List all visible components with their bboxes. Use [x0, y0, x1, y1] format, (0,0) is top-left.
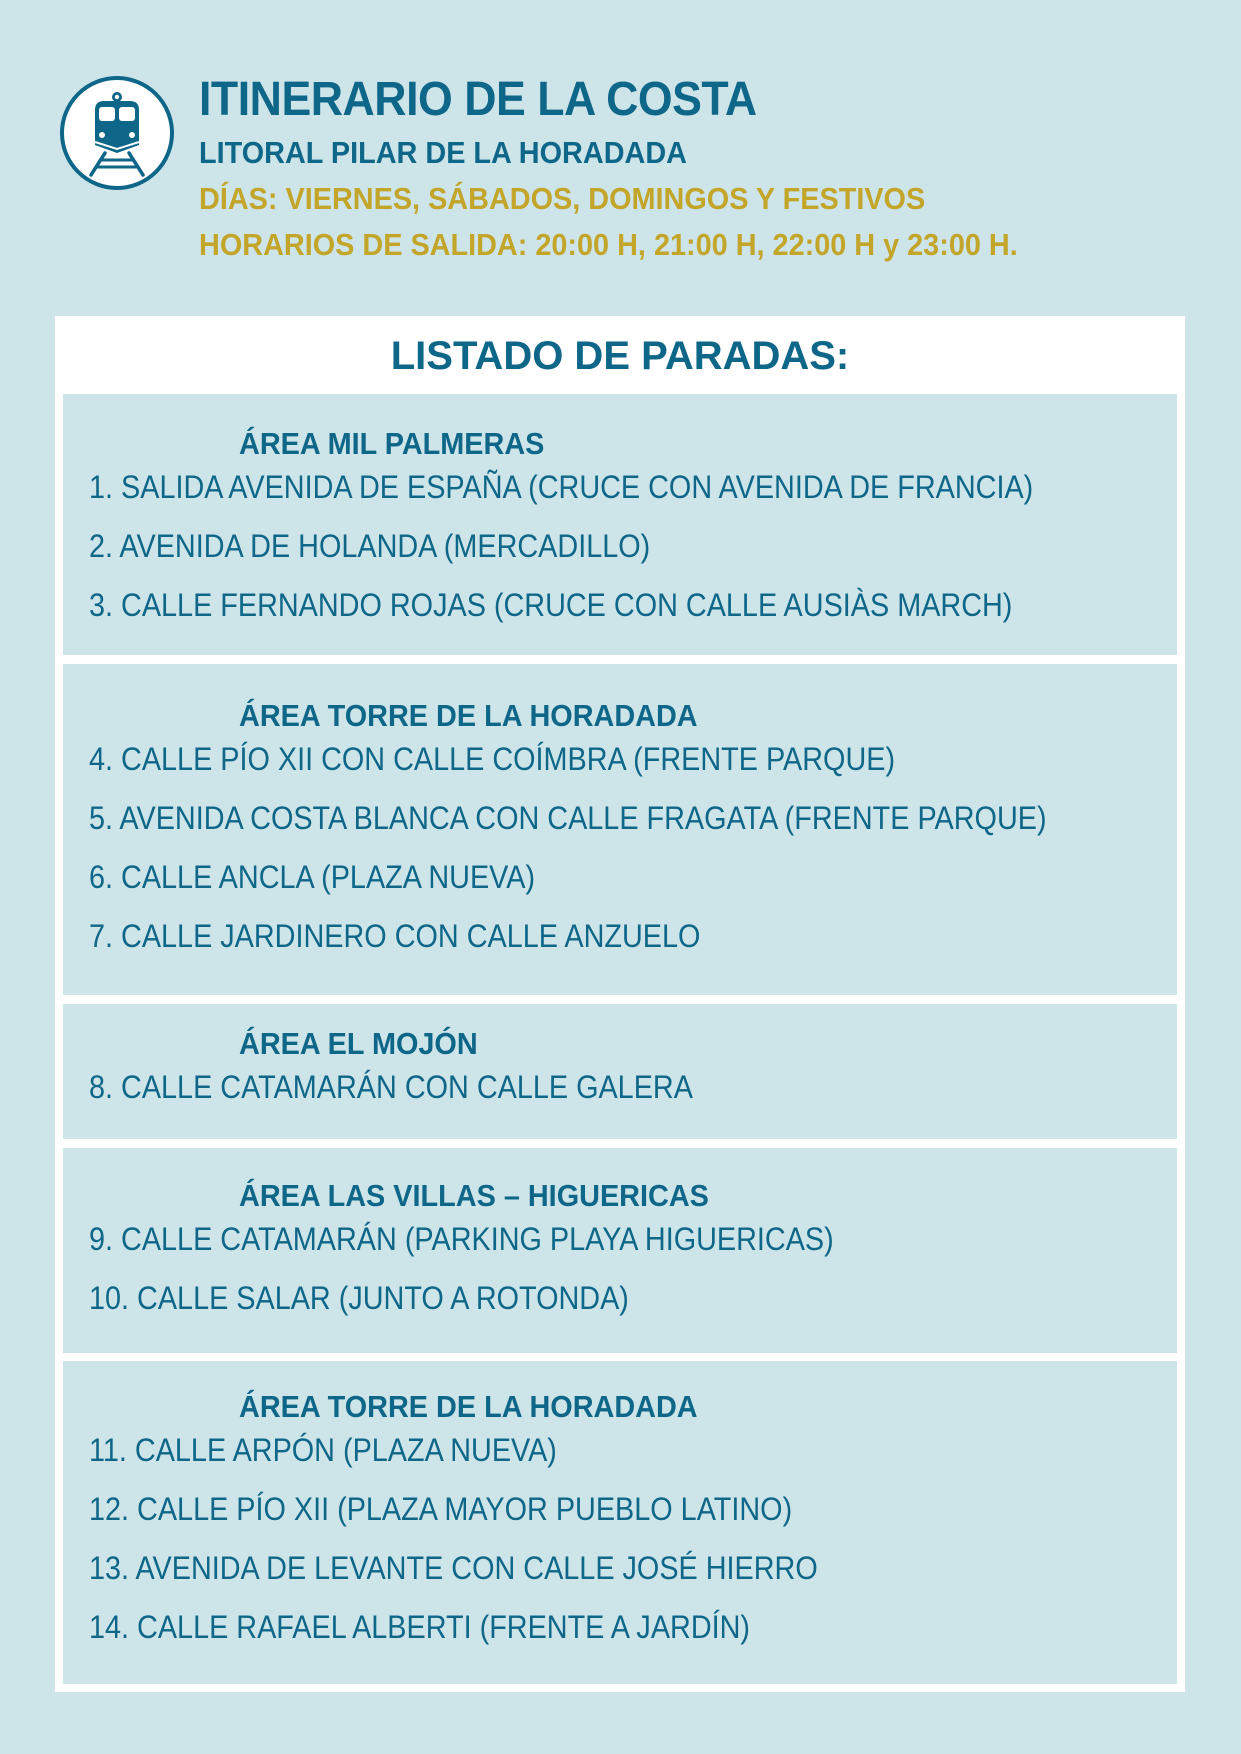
stop-item: 13. AVENIDA DE LEVANTE CON CALLE JOSÉ HIERRO — [89, 1550, 818, 1586]
stop-item: 14. CALLE RAFAEL ALBERTI (FRENTE A JARDÍN) — [89, 1609, 751, 1645]
stops-panel — [55, 316, 1185, 1692]
header — [0, 0, 1241, 300]
area-title: ÁREA LAS VILLAS – HIGUERICAS — [239, 1178, 709, 1213]
area-block-el-mojon — [63, 1004, 1177, 1139]
stop-item: 1. SALIDA AVENIDA DE ESPAÑA (CRUCE CON AVENIDA DE FRANCIA) — [89, 469, 1034, 505]
stop-item: 12. CALLE PÍO XII (PLAZA MAYOR PUEBLO LATINO) — [89, 1491, 793, 1527]
stop-item: 9. CALLE CATAMARÁN (PARKING PLAYA HIGUERICAS) — [89, 1221, 834, 1257]
stop-item: 6. CALLE ANCLA (PLAZA NUEVA) — [89, 859, 536, 895]
area-block-torre-horadada-1 — [63, 664, 1177, 995]
departure-schedule: HORARIOS DE SALIDA: 20:00 H, 21:00 H, 22:00 H y 23:00 H. — [199, 227, 1018, 262]
area-title: ÁREA TORRE DE LA HORADADA — [239, 698, 698, 733]
service-days: DÍAS: VIERNES, SÁBADOS, DOMINGOS Y FESTIVOS — [199, 181, 926, 216]
train-icon — [59, 75, 175, 191]
area-block-las-villas-higuericas — [63, 1148, 1177, 1353]
stop-item: 3. CALLE FERNANDO ROJAS (CRUCE CON CALLE AUSIÀS MARCH) — [89, 587, 1013, 623]
stop-item: 7. CALLE JARDINERO CON CALLE ANZUELO — [89, 918, 701, 954]
area-title: ÁREA MIL PALMERAS — [239, 426, 545, 461]
stop-item: 4. CALLE PÍO XII CON CALLE COÍMBRA (FRENTE PARQUE) — [89, 741, 896, 777]
stop-item: 2. AVENIDA DE HOLANDA (MERCADILLO) — [89, 528, 651, 564]
stops-panel-title: LISTADO DE PARADAS: — [390, 334, 850, 378]
area-block-mil-palmeras — [63, 394, 1177, 655]
page-subtitle: LITORAL PILAR DE LA HORADADA — [199, 135, 687, 170]
area-block-torre-horadada-2 — [63, 1361, 1177, 1684]
stop-item: 11. CALLE ARPÓN (PLAZA NUEVA) — [89, 1432, 557, 1468]
page-title: ITINERARIO DE LA COSTA — [199, 73, 757, 126]
header-titles — [199, 70, 1079, 268]
stop-item: 5. AVENIDA COSTA BLANCA CON CALLE FRAGATA (FRENTE PARQUE) — [89, 800, 1047, 836]
stop-item: 8. CALLE CATAMARÁN CON CALLE GALERA — [89, 1069, 693, 1105]
area-title: ÁREA TORRE DE LA HORADADA — [239, 1389, 698, 1424]
stop-item: 10. CALLE SALAR (JUNTO A ROTONDA) — [89, 1280, 629, 1316]
area-title: ÁREA EL MOJÓN — [239, 1026, 478, 1061]
